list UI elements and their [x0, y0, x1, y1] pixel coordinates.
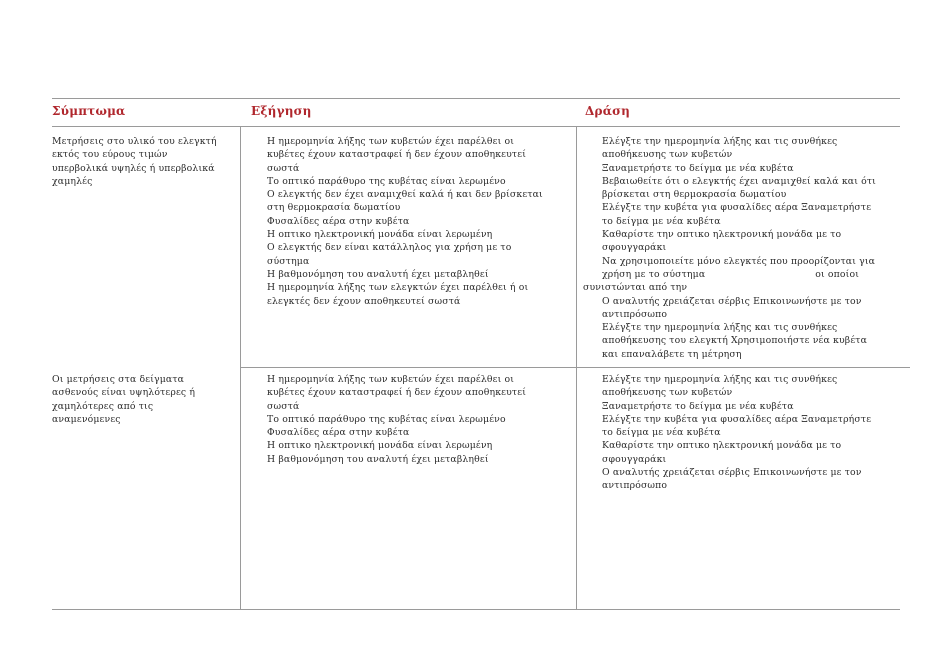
text-line	[602, 268, 876, 281]
text-line: Η οπτικο ηλεκτρονική μονάδα είναι λερωμένη	[267, 229, 493, 241]
text-line: Ελέγξτε την κυβέτα για φυσαλίδες αέρα Ξαναμετρήστε	[602, 202, 872, 214]
text-line: κυβέτες έχουν καταστραφεί ή δεν έχουν αποθηκευτεί	[267, 149, 526, 161]
column-divider-1	[240, 126, 241, 609]
text-line: Ο ελεγκτής δεν είναι κατάλληλος για χρήση με το	[267, 242, 512, 254]
text-line: αντιπρόσωπο	[602, 308, 668, 320]
text-line: Ο ελεγκτής δεν έχει αναμιχθεί καλά ή και δεν βρίσκεται	[267, 189, 543, 201]
text-line: αντιπρόσωπο	[602, 480, 668, 492]
row-1-symptom	[52, 135, 217, 188]
header-explanation: Εξήγηση	[251, 104, 312, 118]
text-line: εκτός του εύρους τιμών	[52, 149, 168, 161]
text-line: χαμηλές	[52, 175, 93, 187]
row-divider-rule	[240, 367, 910, 368]
row-1-explanation	[267, 135, 543, 308]
text-line: σφουγγαράκι	[602, 453, 667, 465]
text-line: αποθήκευσης των κυβετών	[602, 387, 733, 399]
text-line: Καθαρίστε την οπτικο ηλεκτρονική μονάδα με το	[602, 440, 842, 452]
text-line: Οι μετρήσεις στα δείγματα	[52, 374, 185, 385]
text-line: σωστά	[267, 162, 300, 174]
text-line: το δείγμα με νέα κυβέτα	[602, 427, 721, 439]
text-line: και επαναλάβετε τη μέτρηση	[602, 348, 742, 360]
text-line: το δείγμα με νέα κυβέτα	[602, 215, 721, 227]
header-bottom-rule	[52, 126, 900, 127]
text-line: Η ημερομηνία λήξης των ελεγκτών έχει παρέλθει ή οι	[267, 282, 529, 294]
text-line: Το οπτικό παράθυρο της κυβέτας είναι λερωμένο	[267, 175, 506, 187]
text-line: Η ημερομηνία λήξης των κυβετών έχει παρέλθει οι	[267, 136, 515, 147]
text-line: Ξαναμετρήστε το δείγμα με νέα κυβέτα	[602, 162, 794, 174]
text-line: Ο αναλυτής χρειάζεται σέρβις Επικοινωνήστε με τον	[602, 467, 862, 479]
text-line: σωστά	[267, 400, 300, 412]
text-fragment: χρήση με το σύστημα	[602, 268, 706, 280]
text-line: Ελέγξτε την κυβέτα για φυσαλίδες αέρα Ξαναμετρήστε	[602, 413, 872, 425]
text-line: αποθήκευσης του ελεγκτή Χρησιμοποιήστε νέα κυβέτα	[602, 335, 868, 347]
text-line: ελεγκτές δεν έχουν αποθηκευτεί σωστά	[267, 295, 461, 307]
text-line: σύστημα	[267, 255, 310, 267]
text-line: βρίσκεται στη θερμοκρασία δωματίου	[602, 189, 787, 201]
row-1-action	[583, 135, 876, 361]
text-line: αποθήκευσης των κυβετών	[602, 149, 733, 161]
text-line: αναμενόμενες	[52, 413, 121, 425]
text-line: Το οπτικό παράθυρο της κυβέτας είναι λερωμένο	[267, 413, 506, 425]
text-fragment: οι οποίοι	[815, 268, 860, 280]
text-line: Να χρησιμοποιείτε μόνο ελεγκτές που προορίζονται για	[602, 255, 876, 267]
text-line: Ελέγξτε την ημερομηνία λήξης και τις συνθήκες	[602, 136, 838, 147]
text-line: Μετρήσεις στο υλικό του ελεγκτή	[52, 136, 217, 147]
row-2-explanation	[267, 373, 526, 466]
text-line: Ελέγξτε την ημερομηνία λήξης και τις συνθήκες	[602, 374, 838, 385]
text-line: Η οπτικο ηλεκτρονική μονάδα είναι λερωμένη	[267, 440, 493, 452]
text-line: Φυσαλίδες αέρα στην κυβέτα	[267, 427, 410, 439]
row-2-action	[602, 373, 871, 493]
text-line: Ο αναλυτής χρειάζεται σέρβις Επικοινωνήστε με τον	[602, 295, 862, 307]
text-line: Η βαθμονόμηση του αναλυτή έχει μεταβληθεί	[267, 268, 489, 280]
text-line: υπερβολικά υψηλές ή υπερβολικά	[52, 162, 215, 174]
header-action: Δράση	[585, 104, 631, 118]
column-divider-2	[576, 126, 577, 609]
row-2-symptom	[52, 373, 195, 426]
text-line: σφουγγαράκι	[602, 242, 667, 254]
text-line: Καθαρίστε την οπτικο ηλεκτρονική μονάδα με το	[602, 229, 842, 241]
text-line: κυβέτες έχουν καταστραφεί ή δεν έχουν αποθηκευτεί	[267, 387, 526, 399]
text-line: Ξαναμετρήστε το δείγμα με νέα κυβέτα	[602, 400, 794, 412]
text-line: Βεβαιωθείτε ότι ο ελεγκτής έχει αναμιχθεί καλά και ότι	[602, 175, 876, 187]
table-bottom-rule	[52, 609, 900, 610]
text-line: ασθενούς είναι υψηλότερες ή	[52, 387, 196, 399]
header-symptom: Σύμπτωμα	[52, 104, 126, 118]
text-line: χαμηλότερες από τις	[52, 400, 154, 412]
text-line: συνιστώνται από την	[583, 282, 688, 294]
table-top-rule	[52, 98, 900, 99]
text-line: Η ημερομηνία λήξης των κυβετών έχει παρέλθει οι	[267, 374, 515, 385]
text-line: Ελέγξτε την ημερομηνία λήξης και τις συνθήκες	[602, 322, 838, 334]
text-line: Φυσαλίδες αέρα στην κυβέτα	[267, 215, 410, 227]
text-line: στη θερμοκρασία δωματίου	[267, 202, 401, 214]
text-line: Η βαθμονόμηση του αναλυτή έχει μεταβληθεί	[267, 453, 489, 465]
